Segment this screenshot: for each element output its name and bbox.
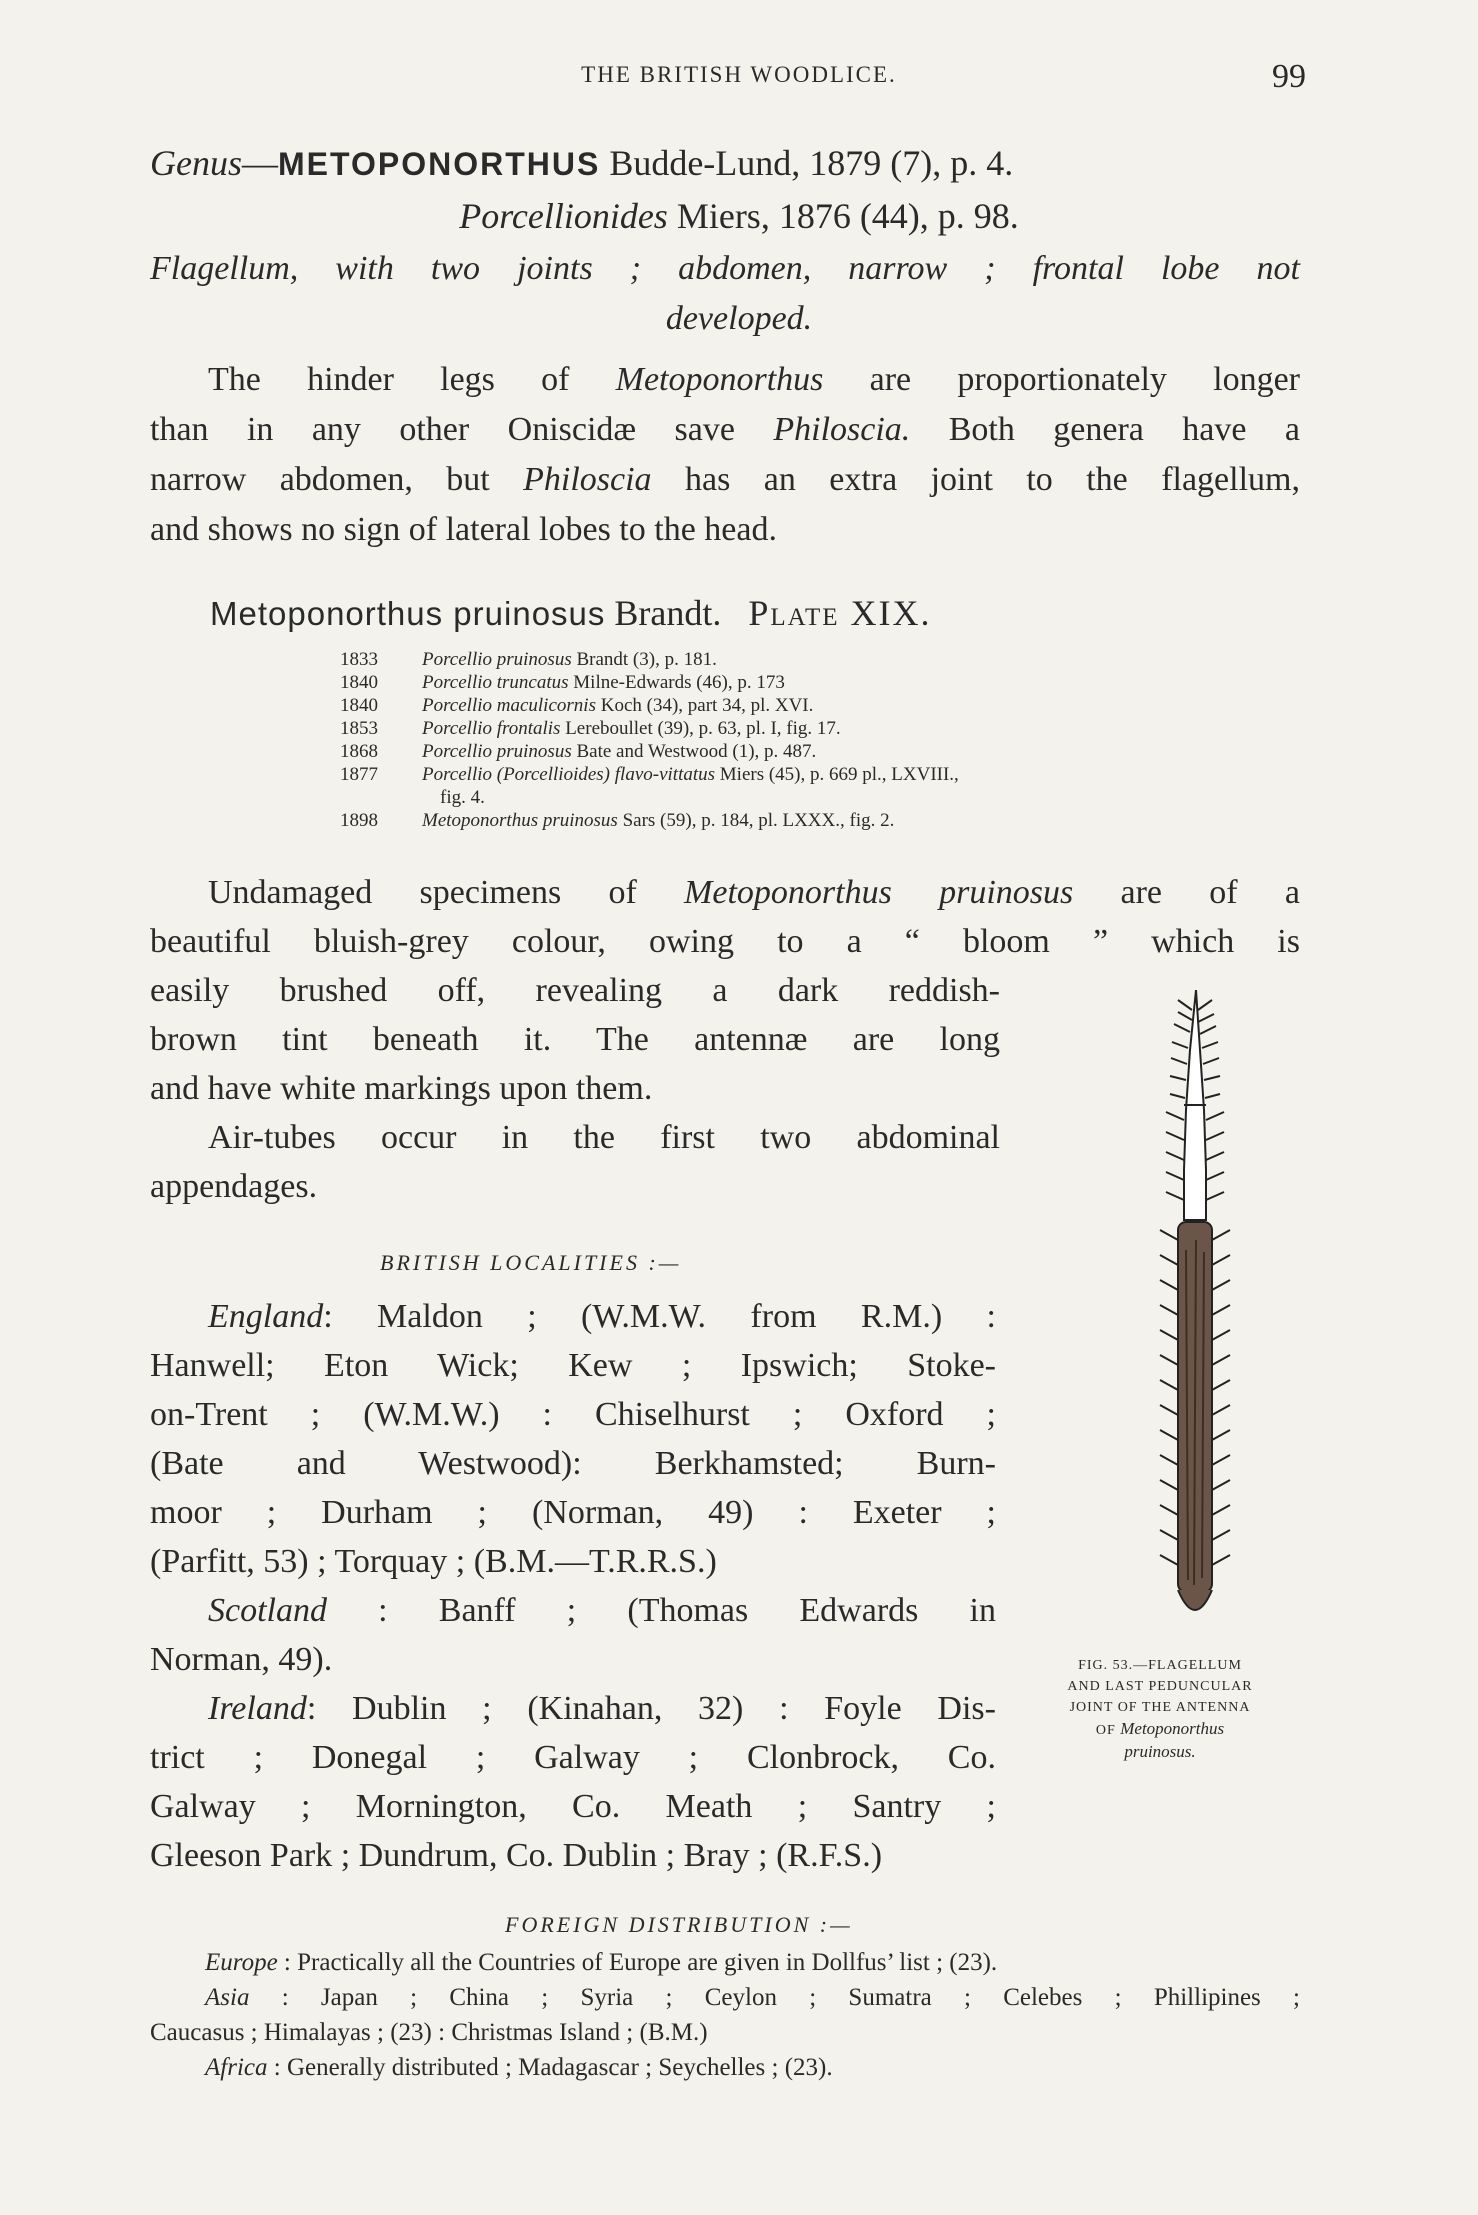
england-line-4: (Bate and Westwood): Berkhamsted; Burn-: [150, 1445, 996, 1482]
scotland-label: Scotland: [208, 1592, 327, 1629]
genus-name: METOPONORTHUS: [278, 146, 601, 182]
england-label: England: [208, 1298, 324, 1335]
plate-reference: Plate XIX.: [748, 593, 932, 633]
diagnosis-line-1: Flagellum, with two joints ; abdomen, narrow ; frontal lobe not: [150, 250, 1300, 287]
asia-label: Asia: [205, 1984, 250, 2011]
synonymy-row: 1877 Porcellio (Porcellioides) flavo-vittatus Miers (45), p. 669 pl., LXVIII.,: [340, 764, 959, 785]
synonymy-row: 1833 Porcellio pruinosus Brandt (3), p. 181.: [340, 649, 717, 670]
synonymy-row: 1898 Metoponorthus pruinosus Sars (59), p. 184, pl. LXXX., fig. 2.: [340, 810, 895, 831]
genus-authority: Budde-Lund, 1879 (7), p. 4.: [600, 143, 1014, 183]
scotland-line-2: Norman, 49).: [150, 1641, 333, 1678]
synonymy-row: 1868 Porcellio pruinosus Bate and Westwood (1), p. 487.: [340, 741, 817, 762]
page-number: 99: [1272, 58, 1306, 95]
description-line-5: and have white markings upon them.: [150, 1070, 653, 1107]
england-line-6: (Parfitt, 53) ; Torquay ; (B.M.—T.R.R.S.): [150, 1543, 717, 1580]
running-head: [0, 58, 1478, 95]
europe-line: Europe : Practically all the Countries of Europe are given in Dollfus’ list ; (23).: [205, 1949, 998, 1976]
england-line-1: England: Maldon ; (W.M.W. from R.M.) :: [208, 1298, 996, 1335]
species-heading: [210, 592, 932, 634]
running-head-title: THE BRITISH WOODLICE.: [581, 62, 897, 87]
description-line-2: beautiful bluish-grey colour, owing to a “ bloom ” which is: [150, 923, 1300, 960]
description-paragraph: [150, 868, 1300, 1211]
species-author: Brandt.: [605, 593, 722, 633]
ireland-line-1: Ireland: Dublin ; (Kinahan, 32) : Foyle Dis-: [208, 1690, 996, 1727]
intro-line-4: and shows no sign of lateral lobes to the head.: [150, 511, 777, 548]
scotland-line-1: Scotland : Banff ; (Thomas Edwards in: [208, 1592, 996, 1629]
africa-label: Africa: [205, 2054, 268, 2081]
diagnosis-line-2: developed.: [665, 300, 813, 337]
ireland-line-2: trict ; Donegal ; Galway ; Clonbrock, Co.: [150, 1739, 996, 1776]
synonym-ref: Miers, 1876 (44), p. 98.: [667, 196, 1019, 236]
localities-block: [150, 1292, 996, 1880]
asia-line-2: Caucasus ; Himalayas ; (23) : Christmas Island ; (B.M.): [150, 2019, 708, 2046]
flagellum-drawing: [1166, 990, 1224, 1220]
caption-line-4: OF Metoponorthus: [1095, 1719, 1225, 1738]
england-line-5: moor ; Durham ; (Norman, 49) : Exeter ;: [150, 1494, 996, 1531]
foreign-distribution-heading: FOREIGN DISTRIBUTION :—: [505, 1912, 853, 1937]
synonymy-row: 1853 Porcellio frontalis Lereboullet (39), p. 63, pl. I, fig. 17.: [340, 718, 841, 739]
genus-synonym: [0, 195, 1478, 237]
intro-line-2: than in any other Oniscidæ save Philoscia. Both genera have a: [150, 411, 1300, 448]
species-name: Metoponorthus pruinosus: [210, 595, 606, 632]
synonymy-row: 1840 Porcellio truncatus Milne-Edwards (46), p. 173: [340, 672, 785, 693]
antenna-figure: [1130, 990, 1260, 1630]
ireland-line-3: Galway ; Mornington, Co. Meath ; Santry ;: [150, 1788, 996, 1825]
asia-line-1: Asia : Japan ; China ; Syria ; Ceylon ; Sumatra ; Celebes ; Phillipines ;: [205, 1984, 1300, 2011]
caption-line-3: JOINT OF THE ANTENNA: [1069, 1700, 1251, 1715]
description-line-1: Undamaged specimens of Metoponorthus pruinosus are of a: [208, 874, 1300, 911]
synonymy-row: fig. 4.: [440, 787, 485, 808]
description-line-6: Air-tubes occur in the first two abdominal: [208, 1119, 1000, 1156]
description-line-3: easily brushed off, revealing a dark reddish-: [150, 972, 1000, 1009]
figure-caption: [1010, 1655, 1310, 1764]
intro-line-1: The hinder legs of Metoponorthus are proportionately longer: [208, 361, 1300, 398]
synonymy-list: [340, 648, 959, 832]
genus-dash: —: [242, 143, 278, 183]
europe-label: Europe: [205, 1949, 278, 1976]
foreign-distribution-block: [150, 1945, 1300, 2085]
intro-line-3: narrow abdomen, but Philoscia has an extra joint to the flagellum,: [150, 461, 1300, 498]
england-line-3: on-Trent ; (W.M.W.) : Chiselhurst ; Oxford ;: [150, 1396, 996, 1433]
description-line-7: appendages.: [150, 1168, 318, 1205]
genus-label: Genus: [150, 143, 242, 183]
africa-line: Africa : Generally distributed ; Madagascar ; Seychelles ; (23).: [205, 2054, 833, 2081]
caption-line-1: FIG. 53.—FLAGELLUM: [1078, 1658, 1242, 1673]
ireland-line-4: Gleeson Park ; Dundrum, Co. Dublin ; Bray ; (R.F.S.): [150, 1837, 883, 1874]
description-line-4: brown tint beneath it. The antennæ are long: [150, 1021, 1000, 1058]
ireland-label: Ireland: [208, 1690, 307, 1727]
genus-heading: [150, 142, 1013, 184]
england-line-2: Hanwell; Eton Wick; Kew ; Ipswich; Stoke-: [150, 1347, 996, 1384]
caption-line-2: AND LAST PEDUNCULAR: [1067, 1679, 1253, 1694]
british-localities-heading: BRITISH LOCALITIES :—: [380, 1250, 682, 1275]
synonym-name: Porcellionides: [459, 196, 668, 236]
intro-paragraph: [150, 355, 1300, 555]
synonymy-row: 1840 Porcellio maculicornis Koch (34), part 34, pl. XVI.: [340, 695, 814, 716]
peduncular-joint-drawing: [1160, 1222, 1230, 1610]
caption-line-5: pruinosus.: [1124, 1742, 1196, 1761]
